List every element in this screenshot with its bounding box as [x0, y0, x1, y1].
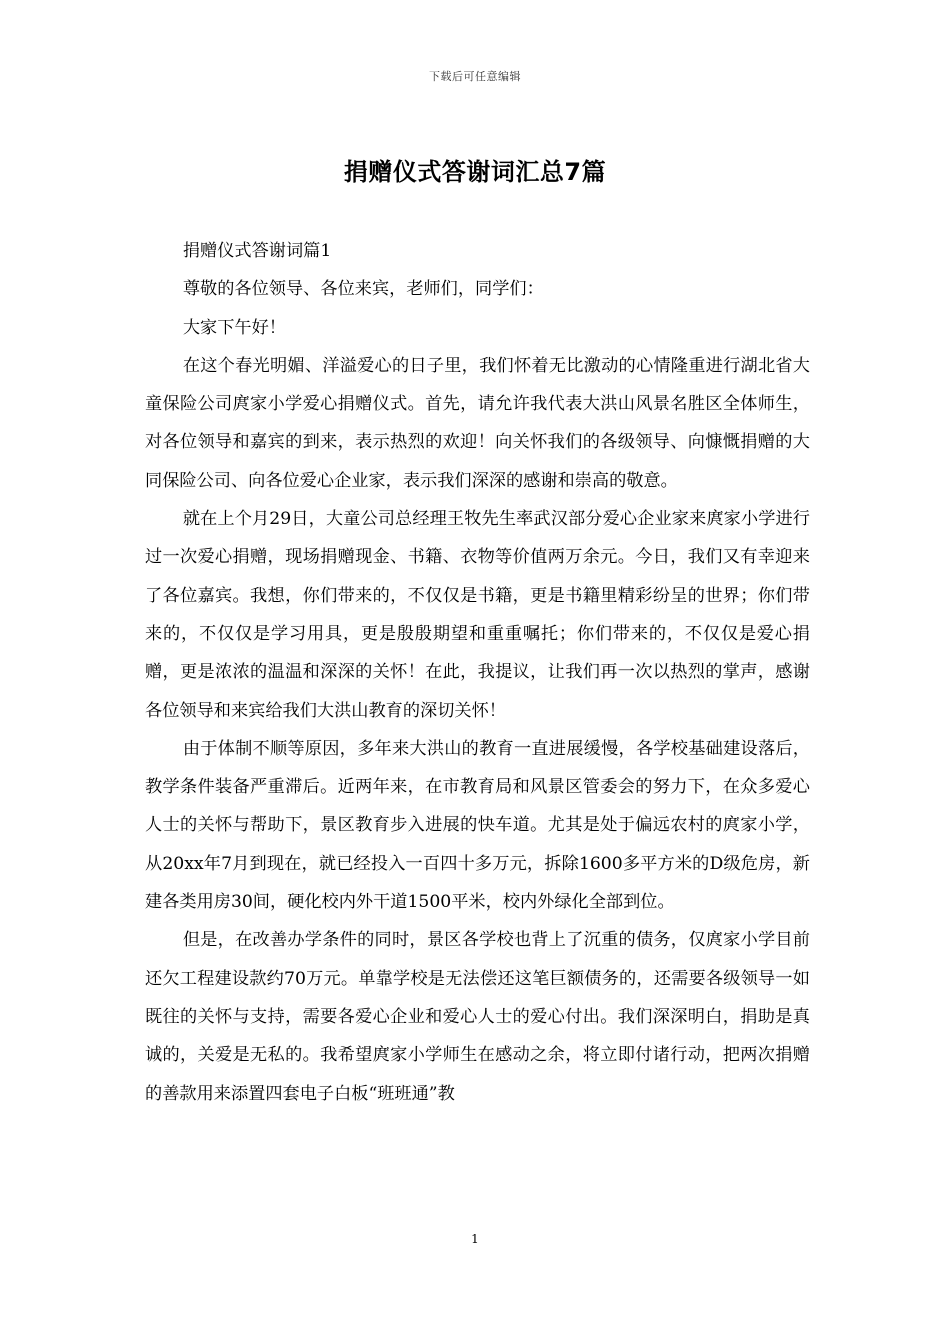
header-note: 下载后可任意编辑 [429, 70, 521, 83]
document-title: 捐赠仪式答谢词汇总7篇 [343, 158, 607, 186]
body-paragraph: 在这个春光明媚、洋溢爱心的日子里，我们怀着无比激动的心情隆重进行湖北省大童保险公司庹家小学爱心捐赠仪式。首先，请允许我代表大洪山风景名胜区全体师生，对各位领导和嘉宾的到来，表示热烈的欢迎！向关怀我们的各级领导、向慷慨捐赠的大同保险公司、向各位爱心企业家，表示我们深深的感谢和崇高的敬意。 [145, 355, 810, 491]
salutation: 尊敬的各位领导、各位来宾，老师们，同学们： [182, 279, 544, 300]
document-body [145, 232, 810, 1113]
body-paragraph: 但是，在改善办学条件的同时，景区各学校也背上了沉重的债务，仅庹家小学目前还欠工程建设款约70万元。单靠学校是无法偿还这笔巨额债务的，还需要各级领导一如既往的关怀与支持，需要各爱心企业和爱心人士的爱心付出。我们深深明白，捐助是真诚的，关爱是无私的。我希望庹家小学师生在感动之余，将立即付诸行动，把两次捐赠的善款用来添置四套电子白板“班班通”教 [145, 930, 810, 1104]
page-number: 1 [471, 1232, 479, 1246]
section-heading: 捐赠仪式答谢词篇1 [182, 241, 332, 261]
body-paragraph: 由于体制不顺等原因，多年来大洪山的教育一直进展缓慢，各学校基础建设落后，教学条件装备严重滞后。近两年来，在市教育局和风景区管委会的努力下，在众多爱心人士的关怀与帮助下，景区教育步入进展的快车道。尤其是处于偏远农村的庹家小学，从20xx年7月到现在，就已经投入一百四十多万元，拆除1600多平方米的D级危房，新建各类用房30间，硬化校内外干道1500平米，校内外绿化全部到位。 [145, 738, 810, 913]
greeting: 大家下午好！ [182, 317, 286, 338]
body-paragraph: 就在上个月29日，大童公司总经理王牧先生率武汉部分爱心企业家来庹家小学进行过一次爱心捐赠，现场捐赠现金、书籍、衣物等价值两万余元。今日，我们又有幸迎来了各位嘉宾。我想，你们带来的，不仅仅是书籍，更是书籍里精彩纷呈的世界；你们带来的，不仅仅是学习用具，更是殷殷期望和重重嘱托；你们带来的，不仅仅是爱心捐赠，更是浓浓的温温和深深的关怀！在此，我提议，让我们再一次以热烈的掌声，感谢各位领导和来宾给我们大洪山教育的深切关怀！ [145, 509, 810, 721]
